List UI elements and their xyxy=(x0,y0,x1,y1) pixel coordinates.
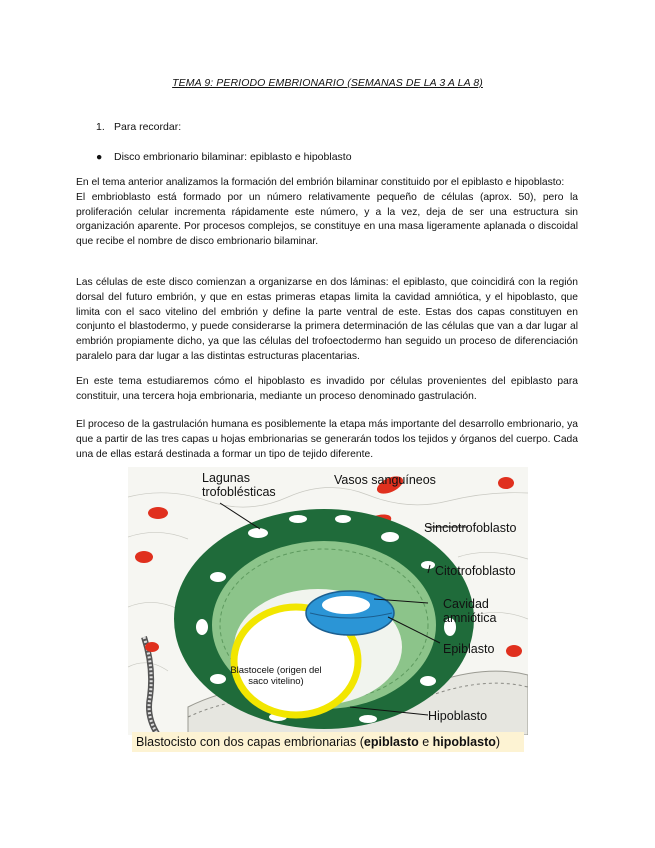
label-lagunas: Lagunas trofoblésticas xyxy=(202,471,276,499)
label-epiblasto: Epiblasto xyxy=(443,642,495,656)
bullet-item-disco xyxy=(96,151,352,163)
label-vasos: Vasos sanguíneos xyxy=(334,473,436,487)
amniotic-cavity xyxy=(322,596,370,614)
blastocyst-figure xyxy=(128,467,528,755)
paragraph-2-text: Las células de este disco comienzan a organizarse en dos láminas: el epiblasto, que coincidirá con la región dorsal del futuro embrión, y que en estas primeras etapas limita la cavidad amniótica, y el hipoblasto, que limita con el saco vitelino del embrión y define la parte ventral de este. Estas dos capas constituyen en conjunto el blastodermo, y puede considerarse la primera determinación de las células que van a dar lugar al embrión propiamente dicho, ya que las células del trofoectodermo han seguido un proceso de diferenciación paralelo para dar lugar a las distintas estructuras placentarias. xyxy=(76,277,578,362)
bullet-item-text: Disco embrionario bilaminar: epiblasto e hipoblasto xyxy=(114,151,352,163)
paragraph-4-text: El proceso de la gastrulación humana es posiblemente la etapa más importante del desarrollo embrionario, ya que a partir de las tres capas u hojas embrionarias se generarán todos los tejidos y órganos del cuerpo. Cada una de ellas estará destinada a formar un tipo de tejido diferente. xyxy=(76,419,578,460)
list-item-text: Para recordar: xyxy=(114,121,182,133)
list-item-para-recordar xyxy=(96,121,181,133)
bullet-icon: ● xyxy=(96,151,103,163)
label-sinciotrofoblasto: Sinciotrofoblasto xyxy=(424,521,517,535)
label-blastocele: Blastocele (origen del saco vitelino) xyxy=(230,665,322,687)
paragraph-1 xyxy=(76,176,578,250)
label-hipoblasto: Hipoblasto xyxy=(428,709,488,723)
label-citotrofoblasto: Citotrofoblasto xyxy=(435,564,516,578)
label-cavidad-amniotica: Cavidad amniótica xyxy=(443,597,497,625)
list-number: 1. xyxy=(96,121,105,133)
paragraph-2 xyxy=(76,276,578,365)
paragraph-1a: En el tema anterior analizamos la formación del embrión bilaminar constituido por el epiblasto e hipoblasto: xyxy=(76,177,565,188)
paragraph-1b: El embrioblasto está formado por un número relativamente pequeño de células (aprox. 50), pero la proliferación celular incrementa rápidamente este número, y a la vez, deja de ser una estructura sin organización aparente. Por procesos complejos, se constituye en una masa ligeramente aplanada o discoidal que recibe el nombre de disco embrionario bilaminar. xyxy=(76,191,578,248)
paragraph-3-text: En este tema estudiaremos cómo el hipoblasto es invadido por células provenientes del epiblasto para constituir, una tercera hoja embrionaria, mediante un proceso denominado gastrulación. xyxy=(76,376,578,402)
paragraph-4 xyxy=(76,418,578,462)
paragraph-3 xyxy=(76,375,578,405)
figure-caption: Blastocisto con dos capas embrionarias (epiblasto e hipoblasto) xyxy=(132,732,524,752)
document-title: TEMA 9: PERIODO EMBRIONARIO (SEMANAS DE LA 3 A LA 8) xyxy=(172,77,483,89)
